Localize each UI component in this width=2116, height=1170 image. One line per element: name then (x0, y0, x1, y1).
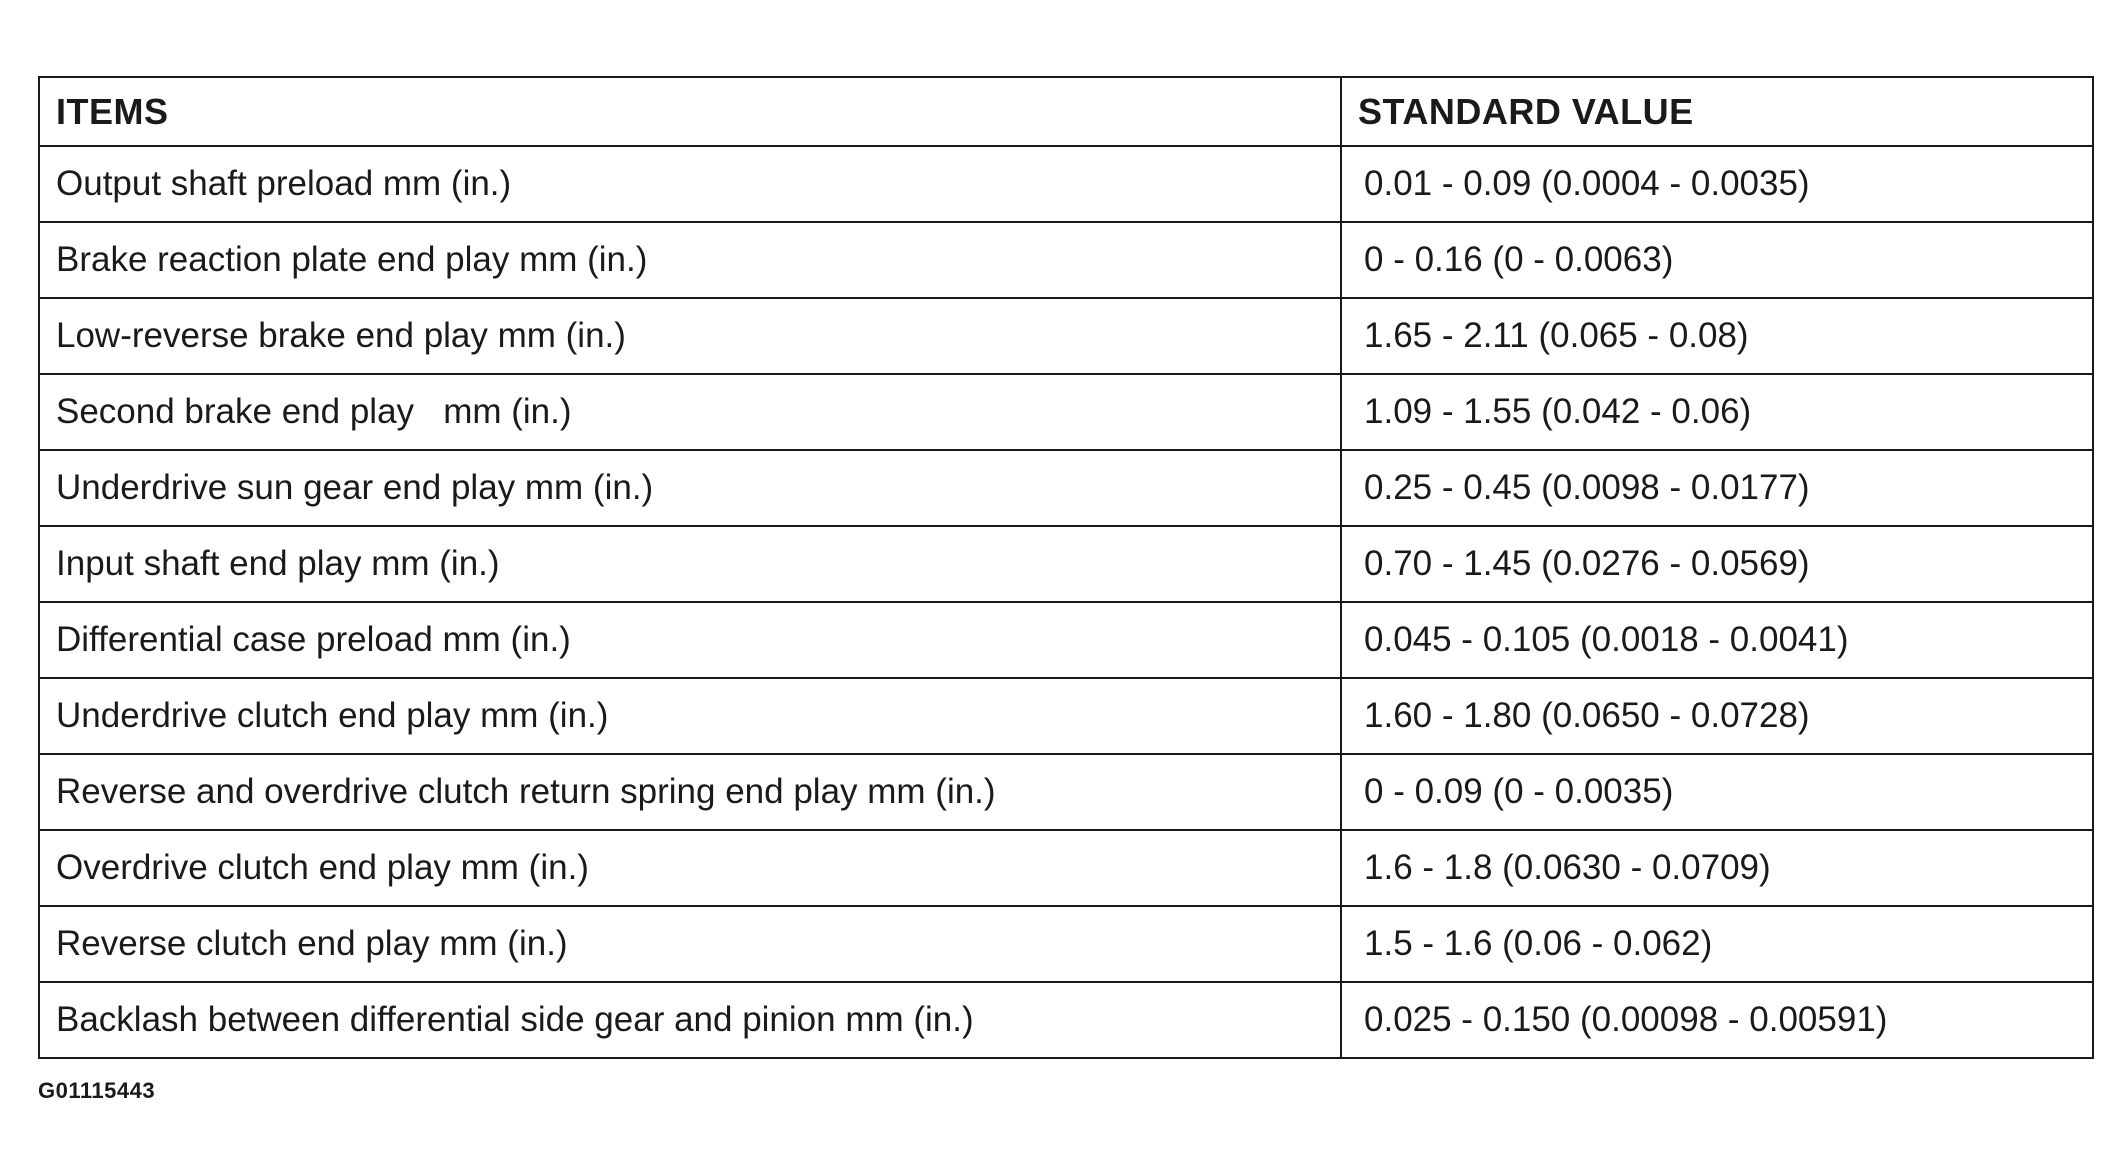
item-cell: Overdrive clutch end play mm (in.) (39, 830, 1341, 906)
item-cell: Underdrive clutch end play mm (in.) (39, 678, 1341, 754)
value-cell: 0.025 - 0.150 (0.00098 - 0.00591) (1341, 982, 2093, 1058)
value-cell: 1.6 - 1.8 (0.0630 - 0.0709) (1341, 830, 2093, 906)
table-row (39, 906, 2093, 982)
item-cell: Low-reverse brake end play mm (in.) (39, 298, 1341, 374)
figure-id: G01115443 (38, 1078, 156, 1103)
value-cell: 0.70 - 1.45 (0.0276 - 0.0569) (1341, 526, 2093, 602)
spec-table (38, 76, 2094, 1059)
table-row (39, 222, 2093, 298)
item-cell: Backlash between differential side gear and pinion mm (in.) (39, 982, 1341, 1058)
table-row (39, 982, 2093, 1058)
column-header-standard-value: STANDARD VALUE (1341, 77, 2093, 146)
item-cell: Output shaft preload mm (in.) (39, 146, 1341, 222)
table-row (39, 830, 2093, 906)
table-row (39, 602, 2093, 678)
table-row (39, 146, 2093, 222)
table-row (39, 450, 2093, 526)
item-cell: Input shaft end play mm (in.) (39, 526, 1341, 602)
header-row (39, 77, 2093, 146)
table-row (39, 374, 2093, 450)
item-cell: Differential case preload mm (in.) (39, 602, 1341, 678)
table-row (39, 754, 2093, 830)
item-cell: Second brake end play mm (in.) (39, 374, 1341, 450)
item-cell: Reverse and overdrive clutch return spring end play mm (in.) (39, 754, 1341, 830)
item-cell: Underdrive sun gear end play mm (in.) (39, 450, 1341, 526)
table-row (39, 298, 2093, 374)
value-cell: 1.5 - 1.6 (0.06 - 0.062) (1341, 906, 2093, 982)
value-cell: 1.65 - 2.11 (0.065 - 0.08) (1341, 298, 2093, 374)
value-cell: 0 - 0.09 (0 - 0.0035) (1341, 754, 2093, 830)
item-cell: Brake reaction plate end play mm (in.) (39, 222, 1341, 298)
value-cell: 0.045 - 0.105 (0.0018 - 0.0041) (1341, 602, 2093, 678)
value-cell: 1.60 - 1.80 (0.0650 - 0.0728) (1341, 678, 2093, 754)
value-cell: 1.09 - 1.55 (0.042 - 0.06) (1341, 374, 2093, 450)
column-header-items: ITEMS (39, 77, 1341, 146)
value-cell: 0.25 - 0.45 (0.0098 - 0.0177) (1341, 450, 2093, 526)
item-cell: Reverse clutch end play mm (in.) (39, 906, 1341, 982)
table-row (39, 526, 2093, 602)
value-cell: 0.01 - 0.09 (0.0004 - 0.0035) (1341, 146, 2093, 222)
table-row (39, 678, 2093, 754)
value-cell: 0 - 0.16 (0 - 0.0063) (1341, 222, 2093, 298)
